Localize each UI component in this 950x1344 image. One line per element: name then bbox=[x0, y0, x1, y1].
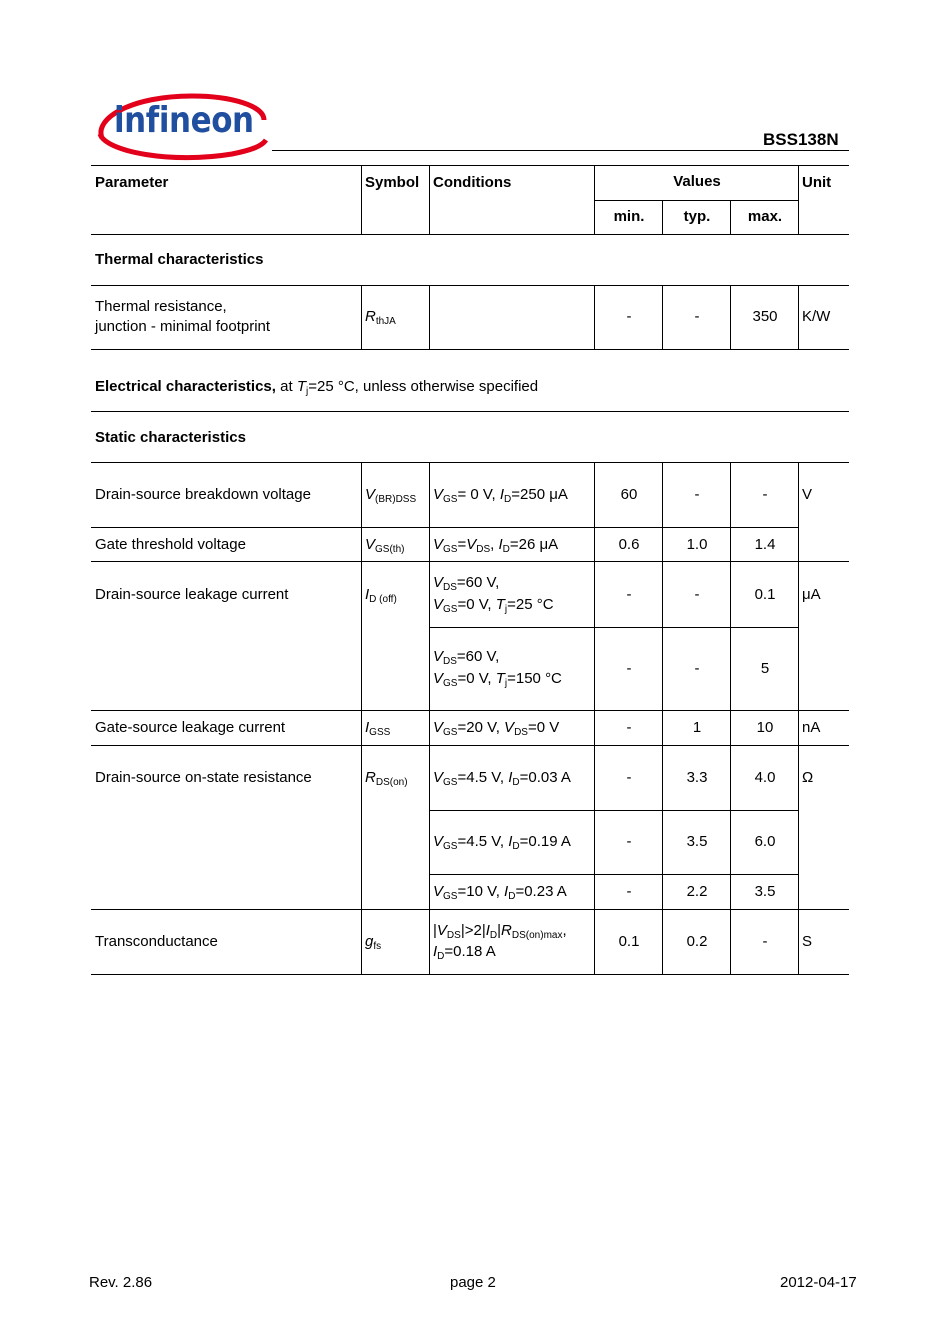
col-unit: Unit bbox=[802, 174, 832, 191]
idss-cond-1a: $V_{DS}=60$ V, bbox=[433, 574, 500, 593]
logo-wordmark: infineon bbox=[114, 100, 254, 141]
col-conditions: Conditions bbox=[433, 174, 512, 191]
thermal-resistance-label-2: junction - minimal footprint bbox=[95, 318, 271, 335]
bv-label: Drain-source breakdown voltage bbox=[95, 486, 311, 503]
rds-max-3: 3.5 bbox=[754, 883, 776, 900]
gfs-cond-1: $|V_{DS}|>2|I_D|R_{DS(on)max}$, bbox=[433, 922, 567, 941]
rds-typ-1: 3.3 bbox=[686, 769, 708, 786]
igss-typ: 1 bbox=[692, 719, 702, 736]
idss-cond-1b: $V_{GS}=0$ V, $T_j=25$ °C bbox=[433, 596, 554, 615]
igss-max: 10 bbox=[756, 719, 774, 736]
gfs-unit: S bbox=[802, 933, 813, 950]
rds-max-1: 4.0 bbox=[754, 769, 776, 786]
section-static: Static characteristics bbox=[95, 429, 246, 446]
idss-symbol: $I_{D (off)}$ bbox=[365, 586, 397, 605]
rds-typ-2: 3.5 bbox=[686, 833, 708, 850]
igss-label: Gate-source leakage current bbox=[95, 719, 286, 736]
idss-unit: μA bbox=[802, 586, 821, 603]
rds-unit: Ω bbox=[802, 769, 814, 786]
vth-symbol: $V_{GS(th)}$ bbox=[365, 536, 405, 555]
idss-cond-2a: $V_{DS}=60$ V, bbox=[433, 648, 500, 667]
bv-max: - bbox=[762, 486, 768, 503]
header-rule bbox=[272, 150, 849, 151]
idss-typ-1: - bbox=[694, 586, 700, 603]
footer-date: 2012-04-17 bbox=[780, 1274, 857, 1291]
idss-min-1: - bbox=[626, 586, 632, 603]
idss-cond-2b: $V_{GS}=0$ V, $T_j=150$ °C bbox=[433, 670, 562, 689]
rds-max-2: 6.0 bbox=[754, 833, 776, 850]
rds-min-1: - bbox=[626, 769, 632, 786]
col-typ: typ. bbox=[683, 208, 711, 225]
rds-cond-3: $V_{GS}=10$ V, $I_D=0.23$ A bbox=[433, 883, 567, 902]
idss-min-2: - bbox=[626, 660, 632, 677]
section-electrical: Electrical characteristics, at $T_j=25$ °C, unless otherwise specified bbox=[95, 378, 539, 397]
idss-label: Drain-source leakage current bbox=[95, 586, 289, 603]
part-number: BSS138N bbox=[763, 130, 839, 149]
col-max: max. bbox=[747, 208, 783, 225]
thermal-typ: - bbox=[694, 308, 700, 325]
rds-min-3: - bbox=[626, 883, 632, 900]
gfs-max: - bbox=[762, 933, 768, 950]
col-symbol: Symbol bbox=[365, 174, 420, 191]
bv-symbol: $V_{(BR)DSS}$ bbox=[365, 486, 417, 505]
bv-min: 60 bbox=[620, 486, 638, 503]
thermal-min: - bbox=[626, 308, 632, 325]
thermal-resistance-symbol: $R_{thJA}$ bbox=[365, 308, 396, 327]
thermal-resistance-label-1: Thermal resistance, bbox=[95, 298, 227, 315]
vth-label: Gate threshold voltage bbox=[95, 536, 246, 553]
igss-symbol: $I_{GSS}$ bbox=[365, 719, 391, 738]
footer-page: page 2 bbox=[450, 1274, 496, 1291]
idss-max-2: 5 bbox=[760, 660, 770, 677]
vth-max: 1.4 bbox=[754, 536, 776, 553]
gfs-typ: 0.2 bbox=[686, 933, 708, 950]
vth-min: 0.6 bbox=[618, 536, 640, 553]
bv-unit: V bbox=[802, 486, 813, 503]
igss-min: - bbox=[626, 719, 632, 736]
rds-typ-3: 2.2 bbox=[686, 883, 708, 900]
rds-min-2: - bbox=[626, 833, 632, 850]
vth-conditions: $V_{GS}=V_{DS}$, $I_D=26$ μA bbox=[433, 536, 559, 555]
bv-conditions: $V_{GS}= 0$ V, $I_D=250$ μA bbox=[433, 486, 568, 505]
idss-max-1: 0.1 bbox=[754, 586, 776, 603]
rds-cond-2: $V_{GS}=4.5$ V, $I_D=0.19$ A bbox=[433, 833, 571, 852]
igss-unit: nA bbox=[802, 719, 821, 736]
gfs-label: Transconductance bbox=[95, 933, 218, 950]
idss-typ-2: - bbox=[694, 660, 700, 677]
thermal-unit: K/W bbox=[802, 308, 831, 325]
col-parameter: Parameter bbox=[95, 174, 169, 191]
rds-label: Drain-source on-state resistance bbox=[95, 769, 312, 786]
igss-conditions: $V_{GS}=20$ V, $V_{DS}=0$ V bbox=[433, 719, 560, 738]
rds-cond-1: $V_{GS}=4.5$ V, $I_D=0.03$ A bbox=[433, 769, 571, 788]
vth-typ: 1.0 bbox=[686, 536, 708, 553]
gfs-symbol: $g_{fs}$ bbox=[365, 933, 382, 952]
col-min: min. bbox=[613, 208, 645, 225]
footer-revision: Rev. 2.86 bbox=[89, 1274, 153, 1291]
bv-typ: - bbox=[694, 486, 700, 503]
thermal-max: 350 bbox=[752, 308, 778, 325]
section-thermal: Thermal characteristics bbox=[95, 251, 264, 268]
rds-symbol: $R_{DS(on)}$ bbox=[365, 769, 408, 788]
gfs-min: 0.1 bbox=[618, 933, 640, 950]
col-values: Values bbox=[673, 173, 721, 190]
gfs-cond-2: $I_D=0.18$ A bbox=[433, 943, 496, 962]
